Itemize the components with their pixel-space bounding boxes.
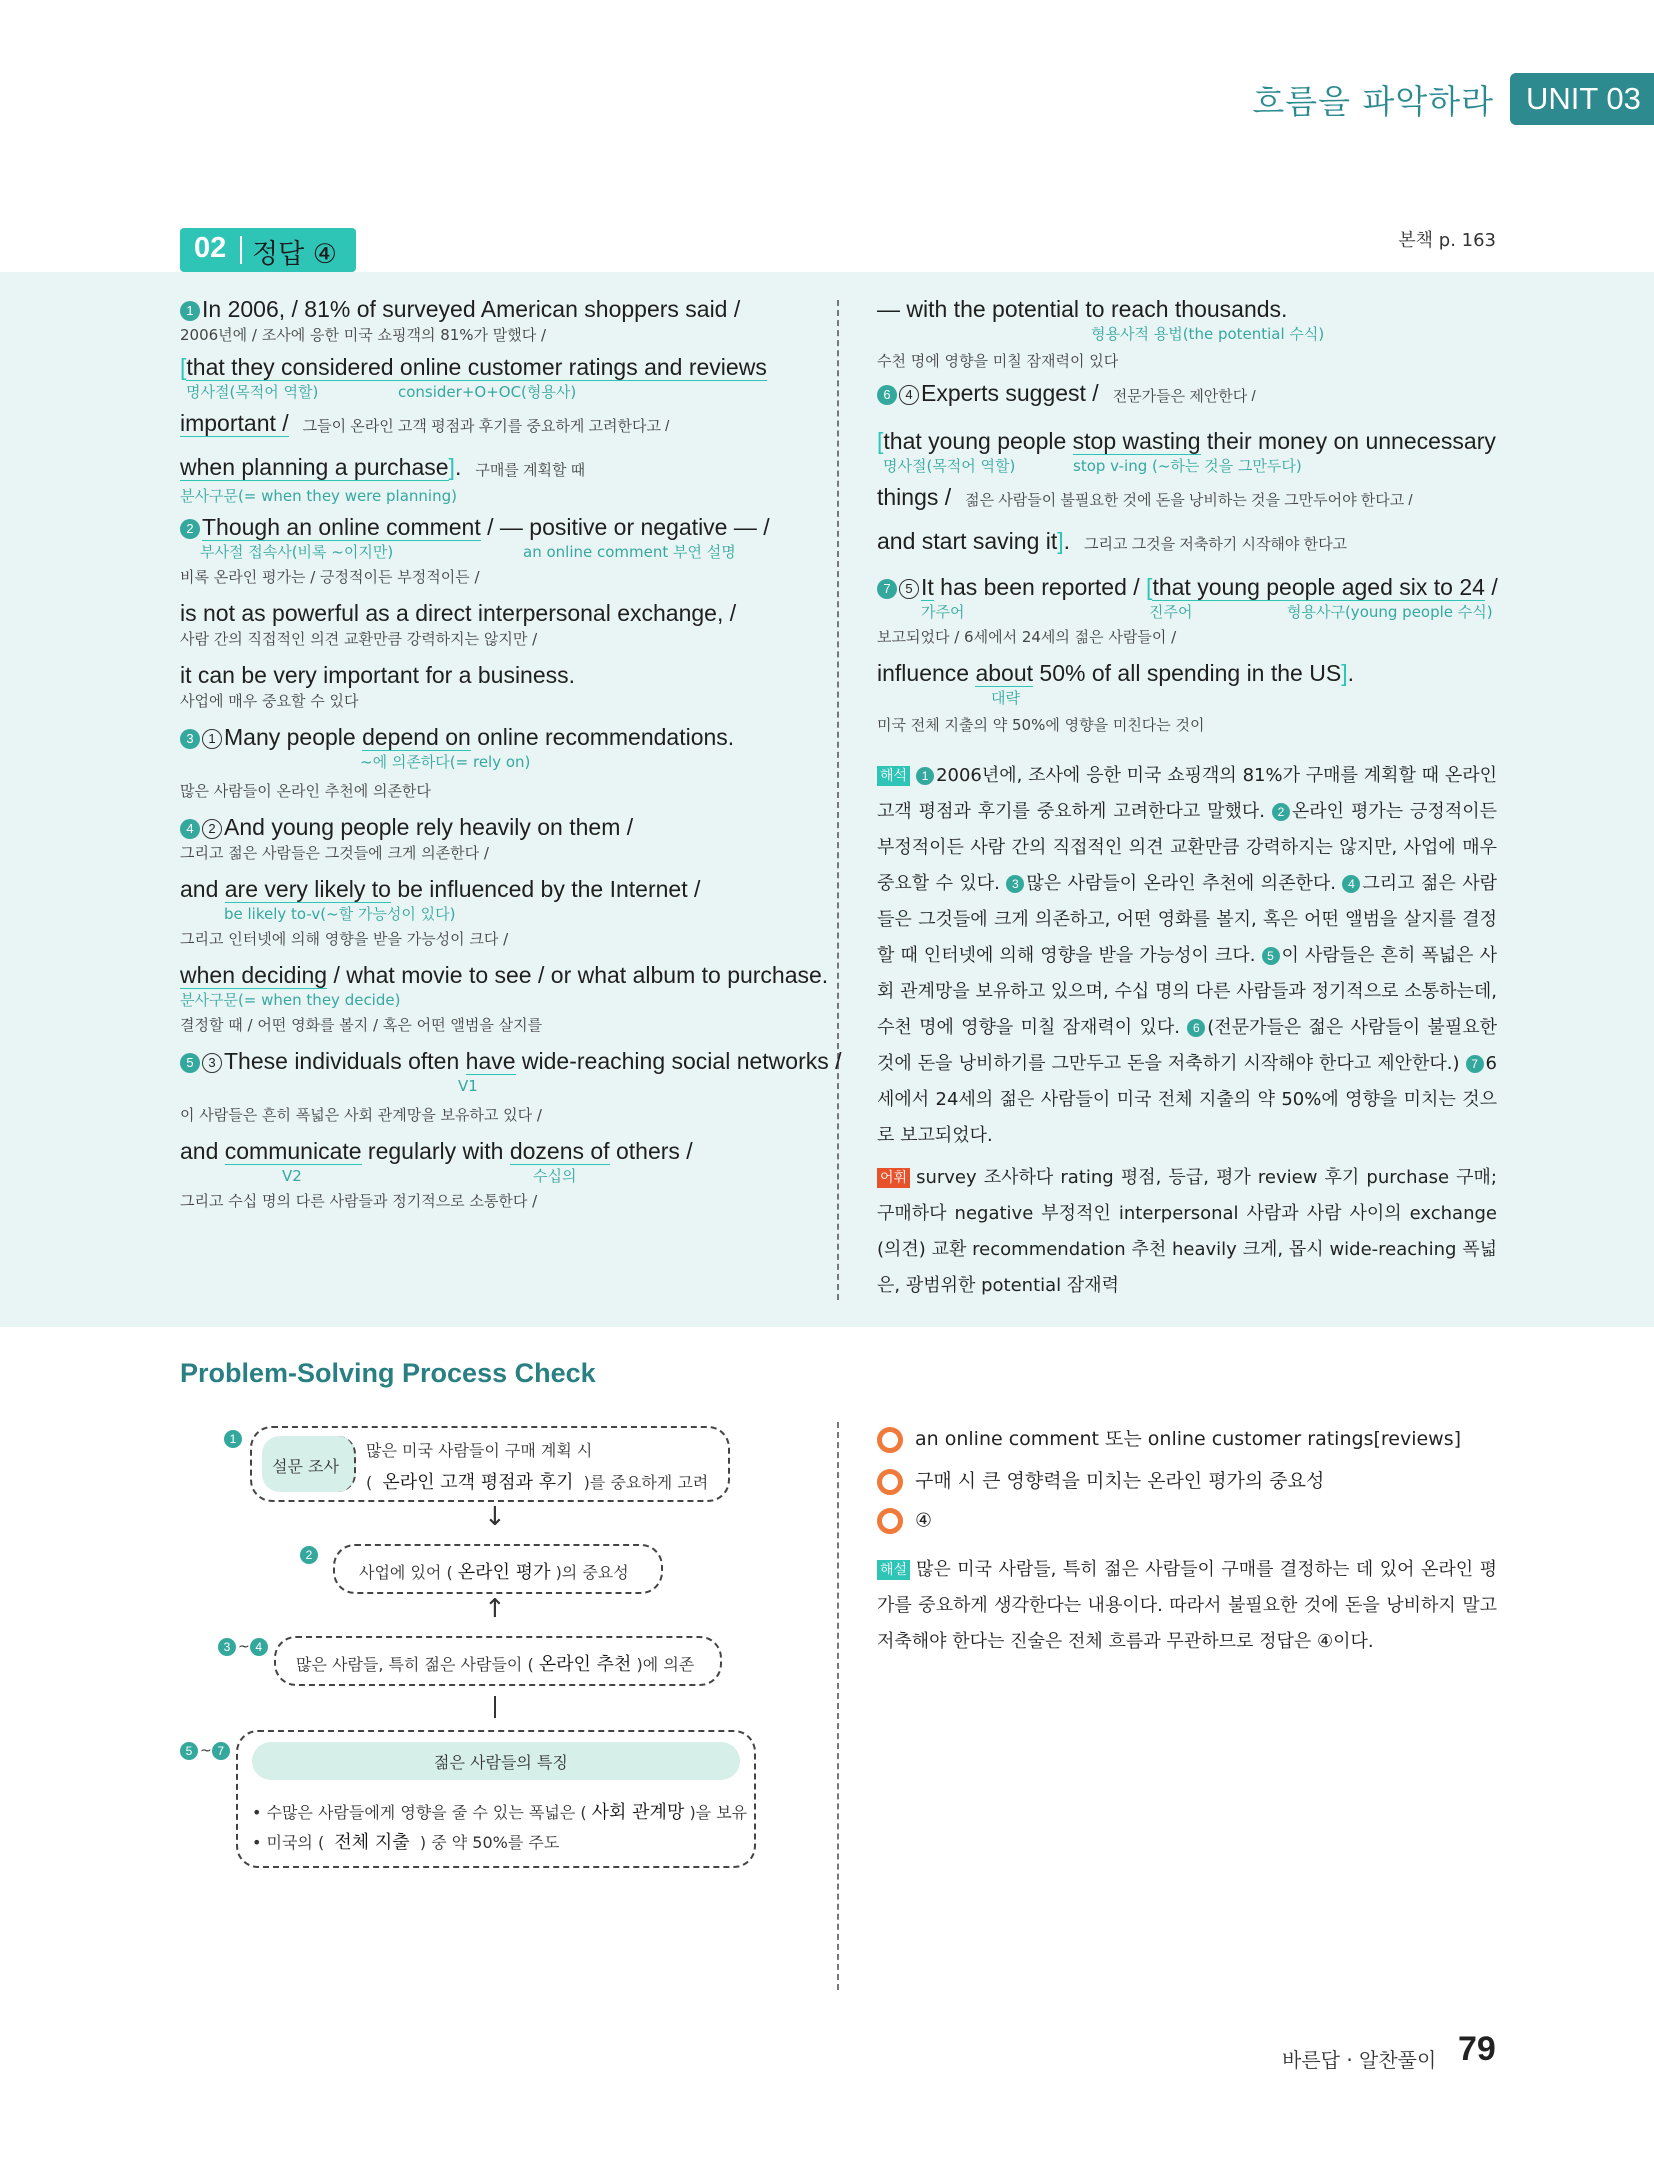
annotation-row — [180, 752, 820, 772]
vocab-tag: 어휘 — [877, 1168, 910, 1188]
sentence-5c: — with the potential to reach thousands. — [877, 296, 1288, 322]
translation-5: 이 사람들은 흔히 폭넓은 사회 관계망을 보유하고 있다 / — [180, 1106, 542, 1124]
page-reference: 본책 p. 163 — [1398, 230, 1496, 251]
annotation: stop v-ing (~하는 것을 그만두다) — [1073, 457, 1302, 475]
sentence-4b: and are very likely to be influenced by the Internet / — [180, 876, 701, 902]
ring-icon — [877, 1469, 903, 1495]
sentence-1 — [180, 294, 820, 324]
answer-3: ④ — [877, 1508, 932, 1534]
sentence-1b: [that they considered online customer ratings and reviews — [180, 354, 767, 380]
inline-translation: 전문가들은 제안한다 / — [1112, 388, 1256, 405]
annotation: 명사절(목적어 역할) — [883, 457, 1016, 475]
underlined-phrase: important / — [180, 410, 289, 436]
translation-7: 보고되었다 / 6세에서 24세의 젊은 사람들이 / — [877, 628, 1177, 646]
left-column — [180, 294, 842, 1218]
translation-2b: 사람 간의 직접적인 의견 교환만큼 강력하지는 않지만 / — [180, 630, 538, 648]
explanation-tag: 해설 — [877, 1560, 910, 1580]
step-1-line-1: 많은 미국 사람들이 구매 계획 시 — [366, 1441, 593, 1460]
translation-2: 비록 온라인 평가는 / 긍정적이든 부정적이든 / — [180, 568, 480, 586]
underlined-phrase: that young people — [1152, 574, 1342, 600]
underlined-phrase: depend on — [362, 724, 471, 750]
sentence-number: 5 — [180, 1053, 200, 1073]
inline-translation: 그리고 그것을 저축하기 시작해야 한다고 — [1084, 536, 1348, 553]
annotation: ~에 의존하다(= rely on) — [360, 753, 531, 771]
column-divider — [837, 1422, 839, 1990]
column-divider — [837, 300, 839, 1300]
survey-label: 설문 조사 — [272, 1457, 339, 1476]
flow-box-3 — [274, 1636, 722, 1686]
annotation: 가주어 — [921, 603, 965, 621]
annotation: 진주어 — [1149, 603, 1193, 621]
answer-1: an online comment 또는 online customer ratings[reviews] — [877, 1424, 1461, 1453]
annotation: 분사구문(= when they decide) — [180, 991, 401, 1009]
translation-5c: 수천 명에 영향을 미칠 잠재력이 있다 — [877, 352, 1119, 370]
annotation-row — [877, 602, 1497, 622]
vocabulary — [877, 1160, 1497, 1304]
sentence-text: In 2006, / 81% of surveyed American shoppers said / — [202, 296, 741, 322]
annotation-row — [180, 1076, 820, 1096]
sentence-7: 7 5 It has been reported / [that young people aged six to 24 / — [877, 572, 1497, 602]
sentence-number: 3 — [180, 729, 200, 749]
annotation: 대략 — [991, 689, 1020, 707]
ring-icon — [877, 1427, 903, 1453]
annotation: be likely to-v(~할 가능성이 있다) — [224, 905, 456, 923]
translation-7b: 미국 전체 지출의 약 50%에 영향을 미친다는 것이 — [877, 716, 1205, 734]
connector-line — [494, 1696, 496, 1718]
choice-number: 2 — [202, 819, 222, 839]
step-2-marker: 2 — [300, 1546, 320, 1564]
annotation: 부사절 접속사(비록 ~이지만) — [200, 543, 394, 561]
annotation: an online comment 부연 설명 — [523, 543, 736, 561]
sentence-6b: [that young people stop wasting their money on unnecessary — [877, 428, 1496, 454]
sentence-4c: when deciding / what movie to see / or what album to purchase. — [180, 962, 829, 988]
sentence-number: 2 — [180, 519, 200, 539]
underlined-phrase: aged six to 24 — [1341, 574, 1485, 600]
flow-box-1 — [250, 1426, 730, 1502]
flow-box-2 — [333, 1544, 663, 1594]
choice-number: 5 — [899, 579, 919, 599]
step-2-text: 사업에 있어 ( 온라인 평가 )의 중요성 — [359, 1562, 629, 1583]
underlined-phrase: have — [465, 1048, 516, 1074]
process-check-title: Problem-Solving Process Check — [180, 1358, 596, 1388]
underlined-phrase: when planning a purchase — [180, 454, 449, 480]
sentence-2: 2 Though an online comment / — positive or negative — / — [180, 512, 820, 542]
sentence-1c — [180, 408, 820, 442]
annotation-row — [877, 324, 1497, 344]
annotation: 명사절(목적어 역할) — [186, 383, 319, 401]
annotation-row — [180, 382, 820, 402]
badge-divider — [240, 236, 242, 264]
sentence-number: 1 — [180, 301, 200, 321]
answer-badge — [180, 228, 356, 272]
translation-3: 많은 사람들이 온라인 추천에 의존한다 — [180, 782, 431, 800]
annotation: V2 — [282, 1167, 302, 1185]
choice-number: 3 — [202, 1053, 222, 1073]
sentence-1d: when planning a purchase]. 구매를 계획할 때 — [180, 454, 586, 480]
underlined-phrase: when deciding — [180, 962, 328, 988]
sentence-3: 3 1 Many people depend on online recommendations. — [180, 722, 820, 752]
underlined-phrase: stop wasting — [1072, 428, 1201, 454]
choice-number: 4 — [899, 385, 919, 405]
translation-2c: 사업에 매우 중요할 수 있다 — [180, 692, 359, 710]
annotation-row — [180, 486, 820, 506]
sentence-2b: is not as powerful as a direct interpersonal exchange, / — [180, 600, 737, 626]
translation-4: 그리고 젊은 사람들은 그것들에 크게 의존한다 / — [180, 844, 489, 862]
annotation-row — [877, 688, 1497, 708]
annotation: 분사구문(= when they were planning) — [180, 487, 457, 505]
annotation: consider+O+OC(형용사) — [398, 383, 577, 401]
annotation: 형용사구(young people 수식) — [1287, 603, 1493, 621]
footer-label: 바른답 · 알찬풀이 — [1282, 2048, 1437, 2072]
answer-2: 구매 시 큰 영향력을 미치는 온라인 평가의 중요성 — [877, 1466, 1324, 1495]
characteristic-1: • 수많은 사람들에게 영향을 줄 수 있는 폭넓은 ( 사회 관계망 )을 보유 — [252, 1802, 748, 1823]
underlined-phrase: that they considered — [186, 354, 400, 380]
translation-1: 2006년에 / 조사에 응한 미국 쇼핑객의 81%가 말했다 / — [180, 326, 547, 344]
inline-translation: 젊은 사람들이 불필요한 것에 돈을 낭비하는 것을 그만두어야 한다고 / — [965, 492, 1413, 509]
translation-5b: 그리고 수십 명의 다른 사람들과 정기적으로 소통한다 / — [180, 1192, 538, 1210]
page-number: 79 — [1458, 2030, 1496, 2068]
sentence-5b: and communicate regularly with dozens of others / — [180, 1138, 693, 1164]
full-translation: 해석 1 2006년에, 조사에 응한 미국 쇼핑객의 81%가 구매를 계획할 때 온라인 고객 평점과 후기를 중요하게 고려한다고 말했다. 2 온라인 평가는 긍정적이든 부정적이든 사람 간의 직접적인 의견 교환만큼 강력하지는 않지만, 사업에 매우 중요할 수 있다. 3 많은 사람들이 온라인 추천에 의존한다. 4 그리고 젊은 사람들은 그것들에 크게 의존하고, 어떤 영화를 볼지, 혹은 어떤 앨범을 살지를 결정할 때 인터넷에 의해 영향을 받을 가능성이 크다. 5 이 사람들은 흔히 폭넓은 사회 관계망을 보유하고 있으며, 수십 명의 다른 사람들과 정기적으로 소통하는데, 수천 명에 영향을 미칠 잠재력이 있다. 6 (전문가들은 젊은 사람들이 불필요한 것에 돈을 낭비하기를 그만두고 돈을 저축하기 시작해야 한다고 제안한다.) 7 6세에서 24세의 젊은 사람들이 미국 전체 지출의 약 50%에 영향을 미치는 것으로 보고되었다. — [877, 765, 1497, 1146]
section-title: 흐름을 파악하라 — [1252, 82, 1494, 121]
translation-4c: 결정할 때 / 어떤 영화를 볼지 / 혹은 어떤 앨범을 살지를 — [180, 1016, 543, 1034]
underlined-phrase: about — [975, 660, 1034, 686]
question-number: 02 — [194, 232, 227, 264]
characteristics-header: 젊은 사람들의 특징 — [434, 1753, 568, 1772]
step-1-marker: 1 — [224, 1430, 244, 1448]
inline-translation: 구매를 계획할 때 — [475, 462, 586, 479]
sentence-6d: and start saving it]. 그리고 그것을 저축하기 시작해야 한다고 — [877, 528, 1348, 554]
sentence-number: 4 — [180, 819, 200, 839]
flow-box-5 — [236, 1730, 756, 1868]
sentence-number: 7 — [877, 579, 897, 599]
annotation-row — [180, 542, 820, 562]
annotation-row — [180, 904, 820, 924]
step-3-text: 많은 사람들, 특히 젊은 사람들이 ( 온라인 추천 )에 의존 — [296, 1654, 695, 1675]
annotation: V1 — [458, 1077, 478, 1095]
underlined-phrase: are very likely to — [224, 876, 391, 902]
ring-icon — [877, 1508, 903, 1534]
annotation: 수십의 — [533, 1167, 577, 1185]
characteristic-2: • 미국의 ( 전체 지출 ) 중 약 50%를 주도 — [252, 1832, 560, 1853]
underlined-phrase: Though an online comment — [202, 514, 481, 540]
annotation-row — [180, 1166, 820, 1186]
annotation-row — [877, 456, 1497, 476]
underlined-phrase: It — [921, 574, 934, 600]
underlined-phrase: communicate — [224, 1138, 362, 1164]
down-arrow-icon: ↓ — [484, 1502, 506, 1532]
underlined-phrase: dozens of — [509, 1138, 610, 1164]
underlined-phrase: online customer ratings and reviews — [399, 354, 767, 380]
translation-4b: 그리고 인터넷에 의해 영향을 받을 가능성이 크다 / — [180, 930, 509, 948]
vocab-list: survey 조사하다 rating 평점, 등급, 평가 review 후기 purchase 구매; 구매하다 negative 부정적인 interpersonal 사람과 사람 사이의 exchange (의견) 교환 recommendation 추천 heavily 크게, 몹시 wide-reaching 폭넓은, 광범위한 potential 잠재력 — [877, 1167, 1497, 1296]
sentence-number: 6 — [877, 385, 897, 405]
up-arrow-icon: ↑ — [484, 1594, 506, 1624]
step-3-4-marker: 3 ~ 4 — [218, 1638, 270, 1656]
sentence-2c: it can be very important for a business. — [180, 662, 576, 688]
right-column — [877, 294, 1497, 1304]
sentence-6c: things / 젊은 사람들이 불필요한 것에 돈을 낭비하는 것을 그만두어야 한다고 / — [877, 484, 1413, 510]
sentence-6: 6 4 Experts suggest / 전문가들은 제안한다 / — [877, 378, 1497, 412]
step-5-7-marker: 5 ~ 7 — [180, 1742, 232, 1760]
answer-label: 정답 ④ — [252, 239, 337, 270]
unit-label: UNIT 03 — [1510, 73, 1654, 125]
choice-number: 1 — [202, 729, 222, 749]
translation-tag: 해석 — [877, 766, 910, 786]
annotation: 형용사적 용법(the potential 수식) — [1091, 325, 1325, 343]
sentence-5: 5 3 These individuals often have wide-reaching social networks / — [180, 1046, 820, 1076]
step-1-line-2: ( 온라인 고객 평점과 후기 )를 중요하게 고려 — [366, 1472, 709, 1493]
sentence-4: 4 2 And young people rely heavily on them / — [180, 812, 820, 842]
annotation-row — [180, 990, 820, 1010]
explanation: 해설 많은 미국 사람들, 특히 젊은 사람들이 구매를 결정하는 데 있어 온라인 평가를 중요하게 생각한다는 내용이다. 따라서 불필요한 것에 돈을 낭비하지 말고 저축해야 한다는 진술은 전체 흐름과 무관하므로 정답은 ④이다. — [877, 1559, 1497, 1652]
sentence-7b: influence about 50% of all spending in the US]. — [877, 660, 1354, 686]
inline-translation: 그들이 온라인 고객 평점과 후기를 중요하게 고려한다고 / — [302, 418, 670, 435]
